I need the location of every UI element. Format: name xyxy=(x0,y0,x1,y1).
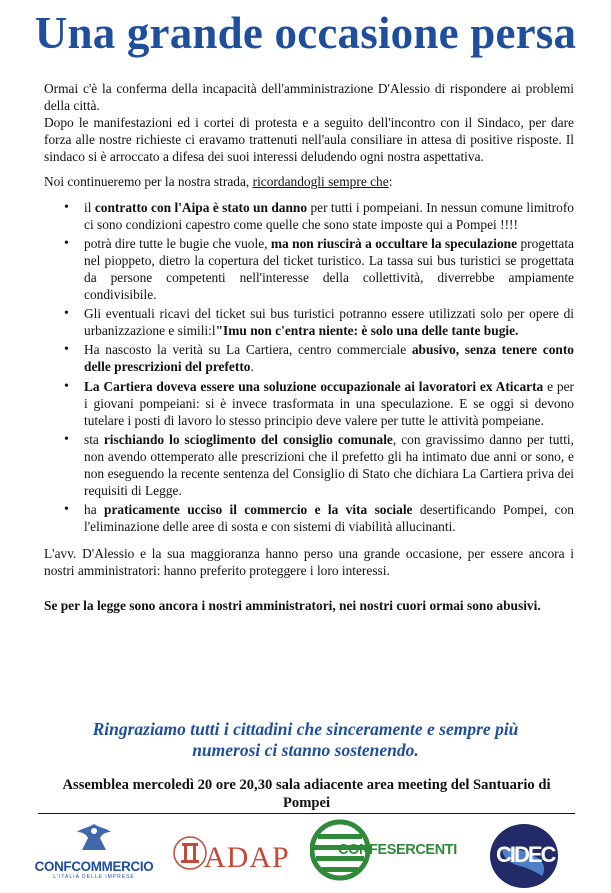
assembly-notice: Assemblea mercoledì 20 ore 20,30 sala adiacente area meeting del Santuario di Pompei xyxy=(38,776,575,814)
intro-paragraph-1: Ormai c'è la conferma della incapacità dell'amministrazione D'Alessio di rispondere ai problemi della città. xyxy=(44,81,574,114)
list-item: • il contratto con l'Aipa è stato un danno per tutti i pompeiani. In nessun comune limitrofo ci sono condizioni capestro come quelle che sono state imposte qui a Pompei !!!! xyxy=(84,199,574,233)
thanks-message: Ringraziamo tutti i cittadini che sinceramente e sempre più numerosi ci stanno sostenendo. xyxy=(92,719,519,760)
main-text xyxy=(44,80,574,614)
closing-paragraph-1: L'avv. D'Alessio e la sua maggioranza hanno perso una grande occasione, per essere ancora i nostri amministratori: hanno preferito proteggere i loro interessi. xyxy=(44,546,574,579)
intro-paragraph-2: Dopo le manifestazioni ed i cortei di protesta e a seguito dell'incontro con il Sindaco, per dare forza alle nostre richieste ci eravamo trattenuti nell'aula consiliare in attesa di positive risposte. Il sindaco si è arroccato a difesa dei suoi interessi deludendo ogni nostra aspettativa. xyxy=(44,115,574,165)
confcommercio-logo: CONFCOMMERCIO L'ITALIA DELLE IMPRESE xyxy=(30,822,158,882)
list-item: • ha praticamente ucciso il commercio e la vita sociale desertificando Pompei, con l'eliminazione delle aree di sosta e con sistemi di viabilità allucinanti. xyxy=(84,501,574,535)
points-list xyxy=(44,199,574,536)
list-item: • Gli eventuali ricavi del ticket sui bus turistici potranno essere utilizzati solo per opere di urbanizzazione e simili:l"Imu non c'entra niente: è solo una delle tante bugie. xyxy=(84,305,574,339)
list-item: • La Cartiera doveva essere una soluzione occupazionale ai lavoratori ex Aticarta e per i giovani pompeiani: si è invece trasformata in una speculazione. E se oggi si devono tutelare i posti di lavoro lo stesso principio deve valere per tutte le attività pompeiane. xyxy=(84,378,574,429)
list-item: • sta rischiando lo scioglimento del consiglio comunale, con gravissimo danno per tutti, non avendo ottemperato alle prescrizioni che il prefetto gli ha intimato due anni or sono, e non eseguendo la recente sentenza del Consiglio di Stato che dichiara La Cartiera priva dei requisiti di Legge. xyxy=(84,431,574,499)
logos-row xyxy=(0,810,611,893)
intro-paragraph-3: Noi continueremo per la nostra strada, ricordandogli sempre che: xyxy=(44,174,393,190)
column-emblem-icon xyxy=(172,831,208,875)
list-item: • potrà dire tutte le bugie che vuole, ma non riuscirà a occultare la speculazione progettata nel pioppeto, dietro la copertura del ticket turistico. La tassa sui bus turistici se progettata da persone competenti nell'interesse della collettività, diverrebbe ampiamente condivisibile. xyxy=(84,235,574,303)
eagle-icon xyxy=(74,822,114,852)
adap-logo: ADAP xyxy=(172,825,287,880)
cidec-logo: CIDEC xyxy=(486,820,566,892)
confesercenti-logo: CONFESERCENTI xyxy=(310,818,460,886)
underlined-phrase: ricordandogli sempre che xyxy=(252,174,389,190)
page-title: Una grande occasione persa xyxy=(34,8,577,58)
closing-paragraph-2: Se per la legge sono ancora i nostri amministratori, nei nostri cuori ormai sono abusivi. xyxy=(44,597,541,613)
list-item: • Ha nascosto la verità su La Cartiera, centro commerciale abusivo, senza tenere conto delle prescrizioni del prefetto. xyxy=(84,341,574,375)
